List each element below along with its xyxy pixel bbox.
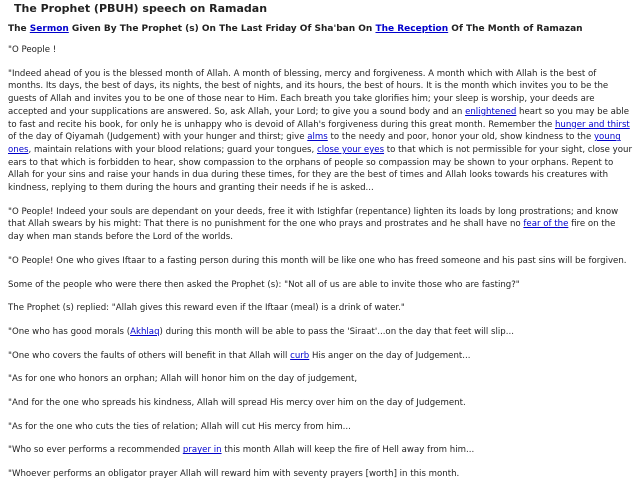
paragraph-text: "One who covers the faults of others will benefit in that Allah will bbox=[8, 350, 291, 361]
paragraph-text: fire on the day when man stands before the Lord of the worlds. bbox=[8, 219, 616, 243]
hunger-and-thirst-link[interactable]: hunger and thirst bbox=[554, 119, 630, 130]
paragraph-text: heart so you may be able to fast and recite his book, for only he is unhappy who is devoid of Allah's forgiveness during this great month. Remember the bbox=[8, 106, 630, 130]
subtitle-text: Given By The Prophet (s) On The Last Friday Of Sha'ban On bbox=[68, 24, 376, 34]
paragraph-blessed-month bbox=[8, 68, 632, 195]
paragraph-text: , maintain relations with your blood relations; guard your tongues, bbox=[28, 144, 317, 155]
paragraph-text: "Indeed ahead of you is the blessed month of Allah. A month of blessing, mercy and forgiveness. A month which with Allah is the best of months. Its days, the best of days, its nights, the best of nights, and its hours, the best of hours. It is the month which invites you to be the guests of Allah and invites you to be one of those near to Him. Each breath you take glorifies him; your sleep is worship, your deeds are accepted and your supplications are answered. So, ask Allah, your Lord; to give you a sound body and an bbox=[8, 68, 609, 117]
paragraph-text: to that which is not permissible for your sight, close your ears to that which is forbidden to hear, show compassion to the orphans of people so compassion may be shown to your orphans. Repent to Allah for your sins and raise your hands in dua during these times, for they are the best of times and Allah looks towards his creatures with kindness, replying to them during the hours and granting their needs if he is asked... bbox=[8, 144, 632, 194]
subtitle-text: The bbox=[8, 24, 30, 34]
sermon-subtitle bbox=[8, 24, 583, 34]
subtitle-text: Of The Month of Ramazan bbox=[448, 24, 583, 34]
fear-of-the-link[interactable]: fear of the bbox=[523, 219, 569, 230]
paragraph-faults bbox=[8, 350, 632, 363]
paragraph-text: "O People! Indeed your souls are dependant on your deeds, free it with Istighfar (repentance) lighten its loads by long prostrations; and know that Allah swears by his might: That there is no punishment for the one who prays and prostrates and he shall have no bbox=[8, 206, 619, 230]
paragraph-obligatory-prayer: "Whoever performs an obligator prayer Allah will reward him with seventy prayers [worth] in this month. bbox=[8, 469, 460, 480]
prayer-in-link[interactable]: prayer in bbox=[182, 445, 222, 456]
paragraph-text: "Who so ever performs a recommended bbox=[8, 445, 183, 456]
paragraph-morals bbox=[8, 326, 632, 339]
paragraph-text: of the day of Qiyamah (Judgement) with your hunger and thirst; give bbox=[8, 132, 308, 143]
akhlaq-link[interactable]: Akhlaq bbox=[130, 326, 160, 337]
paragraph-souls bbox=[8, 206, 632, 244]
young-ones-link[interactable]: young ones bbox=[8, 132, 621, 155]
paragraph-orphan: "As for one who honors an orphan; Allah will honor him on the day of judgement, bbox=[8, 374, 358, 385]
paragraph-recommended-prayer bbox=[8, 444, 632, 457]
paragraph-reply: The Prophet (s) replied: "Allah gives this reward even if the Iftaar (meal) is a drink of water." bbox=[8, 303, 405, 314]
paragraph-text: His anger on the day of Judgement... bbox=[309, 350, 471, 361]
enlightened-link[interactable]: enlightened bbox=[465, 106, 517, 117]
sermon-link[interactable]: Sermon bbox=[29, 24, 69, 34]
paragraph-text: ) during this month will be able to pass the 'Siraat'...on the day that feet will slip... bbox=[159, 326, 514, 337]
curb-link[interactable]: curb bbox=[290, 350, 310, 361]
alms-link[interactable]: alms bbox=[307, 132, 328, 143]
paragraph-opening: "O People ! bbox=[8, 45, 57, 55]
paragraph-ties: "As for the one who cuts the ties of relation; Allah will cut His mercy from him... bbox=[8, 421, 351, 432]
paragraph-iftaar: "O People! One who gives Iftaar to a fasting person during this month will be like one who has freed someone and his past sins will be forgiven. bbox=[8, 255, 627, 266]
reception-link[interactable]: The Reception bbox=[375, 24, 449, 34]
paragraph-text: this month Allah will keep the fire of Hell away from him... bbox=[221, 445, 475, 456]
paragraph-kindness: "And for the one who spreads his kindness, Allah will spread His mercy over him on the day of Judgement. bbox=[8, 398, 466, 409]
paragraph-text: "One who has good morals ( bbox=[8, 326, 131, 337]
paragraph-text: to the needy and poor, honor your old, show kindness to the bbox=[327, 132, 594, 143]
paragraph-question: Some of the people who were there then asked the Prophet (s): "Not all of us are able to invite those who are fasting?" bbox=[8, 279, 520, 290]
close-your-eyes-link[interactable]: close your eyes bbox=[317, 144, 385, 155]
page-title: The Prophet (PBUH) speech on Ramadan bbox=[14, 2, 268, 15]
sermon-body bbox=[8, 44, 632, 481]
